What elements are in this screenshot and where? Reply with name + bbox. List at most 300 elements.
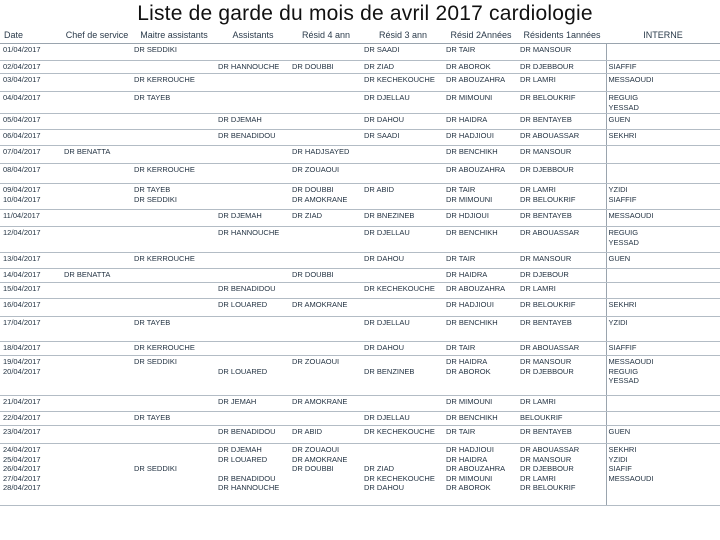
cell-assistant [216, 299, 290, 317]
resid-1-entry: DR MANSOUR [520, 454, 572, 464]
date-entry: 05/04/2017 [3, 115, 41, 124]
interne-entry: YZIDI [608, 454, 628, 464]
date-entry: 14/04/2017 [3, 270, 41, 279]
cell-interne [606, 92, 720, 114]
date-entry: 20/04/2017 [3, 366, 41, 376]
cell-chef-de-service [62, 184, 132, 210]
table-row [0, 342, 720, 356]
resid-2-entry: DR TAIR [446, 427, 476, 436]
date-entry: 08/04/2017 [3, 165, 41, 174]
cell-resid-3 [362, 92, 444, 114]
table-row [0, 210, 720, 227]
cell-resid-1 [518, 283, 606, 299]
date-entry: 07/04/2017 [3, 147, 41, 156]
column-header-resid-1: Résidents 1années [518, 27, 606, 44]
resid-3-entry: DR BNEZINEB [364, 211, 415, 220]
resid-3-entry: DR DAHOU [364, 483, 405, 492]
table-row [0, 269, 720, 283]
cell-resid-1 [518, 299, 606, 317]
cell-resid-4 [290, 130, 362, 146]
cell-chef-de-service [62, 412, 132, 426]
resid-4-entry: DR AMOKRANE [292, 397, 348, 406]
column-header-assistants: Assistants [216, 27, 290, 44]
interne-entry: GUEN [608, 254, 631, 263]
cell-date [0, 269, 62, 283]
table-row [0, 61, 720, 74]
resid-3-entry: DR DAHOU [364, 115, 405, 124]
resid-2-entry: DR ABOUZAHRA [446, 165, 506, 174]
resid-2-entry: DR HADJIOUI [446, 300, 494, 309]
cell-resid-1 [518, 61, 606, 74]
resid-3-entry: DR ZIAD [364, 62, 394, 71]
interne-entry: YESSAD [608, 102, 639, 112]
interne-entry: SEKHRI [608, 300, 637, 309]
cell-chef-de-service [62, 342, 132, 356]
cell-interne [606, 342, 720, 356]
cell-resid-4 [290, 61, 362, 74]
maitre-assistant-entry: DR TAYEB [134, 185, 171, 194]
resid-3-entry: DR BENZINEB [364, 366, 415, 376]
assistant-entry: DR LOUARED [218, 300, 268, 309]
cell-chef-de-service [62, 164, 132, 184]
resid-1-entry: DR BENTAYEB [520, 211, 572, 220]
date-entry: 24/04/2017 [3, 445, 41, 454]
cell-date [0, 412, 62, 426]
cell-resid-4 [290, 412, 362, 426]
resid-2-entry: DR BENCHIKH [446, 147, 498, 156]
resid-3-entry: DR KECHEKOUCHE [364, 75, 435, 84]
column-header-interne: INTERNE [606, 27, 720, 44]
assistant-entry: DR BENADIDOU [218, 284, 276, 293]
date-entry: 25/04/2017 [3, 454, 41, 464]
cell-resid-3 [362, 44, 444, 61]
cell-maitre-assistant [132, 269, 216, 283]
cell-resid-1 [518, 164, 606, 184]
cell-interne [606, 269, 720, 283]
interne-entry: YESSAD [608, 376, 639, 385]
resid-1-entry: DR LAMRI [520, 75, 556, 84]
cell-date [0, 44, 62, 61]
resid-3-entry: DR KECHEKOUCHE [364, 427, 435, 436]
cell-resid-3 [362, 444, 444, 506]
cell-maitre-assistant [132, 164, 216, 184]
resid-3-entry: DR DAHOU [364, 343, 405, 352]
cell-date [0, 342, 62, 356]
cell-date [0, 164, 62, 184]
cell-resid-4 [290, 444, 362, 506]
cell-maitre-assistant [132, 44, 216, 61]
cell-interne [606, 227, 720, 253]
cell-chef-de-service [62, 253, 132, 269]
cell-interne [606, 396, 720, 412]
resid-2-entry: DR ABOUZAHRA [446, 284, 506, 293]
assistant-entry: DR BENADIDOU [218, 131, 276, 140]
table-row [0, 44, 720, 61]
cell-assistant [216, 426, 290, 444]
table-row [0, 426, 720, 444]
resid-2-entry: DR ABOROK [446, 483, 491, 492]
cell-resid-3 [362, 184, 444, 210]
cell-date [0, 227, 62, 253]
resid-1-entry: DR MANSOUR [520, 45, 572, 54]
resid-3-entry: DR KECHEKOUCHE [364, 284, 435, 293]
cell-resid-1 [518, 92, 606, 114]
cell-resid-4 [290, 269, 362, 283]
cell-resid-3 [362, 253, 444, 269]
cell-interne [606, 317, 720, 342]
cell-date [0, 426, 62, 444]
date-entry: 11/04/2017 [3, 211, 40, 220]
cell-resid-4 [290, 164, 362, 184]
cell-interne [606, 356, 720, 396]
cell-resid-4 [290, 299, 362, 317]
interne-entry: REGUIG [608, 93, 639, 102]
table-row [0, 164, 720, 184]
cell-resid-1 [518, 412, 606, 426]
cell-resid-2 [444, 283, 518, 299]
cell-maitre-assistant [132, 146, 216, 164]
date-entry: 27/04/2017 [3, 473, 41, 483]
cell-resid-1 [518, 210, 606, 227]
assistant-entry: DR HANNOUCHE [218, 62, 280, 71]
cell-assistant [216, 396, 290, 412]
resid-4-entry: DR DOUBBI [292, 62, 334, 71]
table-row [0, 412, 720, 426]
table-row [0, 253, 720, 269]
cell-maitre-assistant [132, 317, 216, 342]
assistant-entry [218, 464, 288, 474]
cell-resid-3 [362, 114, 444, 130]
table-row [0, 299, 720, 317]
date-entry: 13/04/2017 [3, 254, 41, 263]
cell-resid-3 [362, 342, 444, 356]
date-entry: 22/04/2017 [3, 413, 41, 422]
resid-2-entry: DR TAIR [446, 343, 476, 352]
cell-resid-3 [362, 426, 444, 444]
resid-3-entry: DR DJELLAU [364, 93, 410, 102]
date-entry: 26/04/2017 [3, 464, 41, 473]
cell-resid-2 [444, 74, 518, 92]
resid-4-entry: DR AMOKRANE [292, 194, 348, 204]
resid-1-entry: DR MANSOUR [520, 147, 572, 156]
cell-resid-2 [444, 299, 518, 317]
resid-4-entry: DR HADJSAYED [292, 147, 350, 156]
cell-interne [606, 61, 720, 74]
resid-4-entry: DR DOUBBI [292, 464, 334, 473]
resid-1-entry: DR MANSOUR [520, 254, 572, 263]
cell-resid-2 [444, 130, 518, 146]
cell-maitre-assistant [132, 74, 216, 92]
cell-assistant [216, 61, 290, 74]
cell-resid-2 [444, 210, 518, 227]
cell-resid-3 [362, 299, 444, 317]
cell-assistant [216, 283, 290, 299]
interne-entry: MESSAOUDI [608, 473, 654, 483]
date-entry: 04/04/2017 [3, 93, 41, 102]
cell-assistant [216, 74, 290, 92]
resid-1-entry: DR LAMRI [520, 473, 556, 483]
resid-1-entry: DR LAMRI [520, 284, 556, 293]
resid-2-entry: DR BENCHIKH [446, 228, 498, 237]
resid-1-entry: DR BELOUKRIF [520, 483, 576, 492]
resid-2-entry: DR ABOUZAHRA [446, 464, 506, 473]
cell-resid-3 [362, 396, 444, 412]
cell-resid-3 [362, 227, 444, 253]
cell-resid-3 [362, 210, 444, 227]
cell-resid-2 [444, 184, 518, 210]
resid-2-entry: DR BENCHIKH [446, 413, 498, 422]
cell-assistant [216, 412, 290, 426]
cell-date [0, 184, 62, 210]
cell-assistant [216, 444, 290, 506]
cell-maitre-assistant [132, 61, 216, 74]
date-entry: 09/04/2017 [3, 185, 41, 194]
cell-resid-2 [444, 426, 518, 444]
cell-date [0, 317, 62, 342]
cell-date [0, 74, 62, 92]
cell-resid-3 [362, 356, 444, 396]
cell-interne [606, 184, 720, 210]
cell-maitre-assistant [132, 184, 216, 210]
interne-entry: YESSAD [608, 237, 639, 247]
cell-maitre-assistant [132, 412, 216, 426]
date-entry: 28/04/2017 [3, 483, 41, 492]
cell-interne [606, 74, 720, 92]
assistant-entry: DR BENADIDOU [218, 427, 276, 436]
maitre-assistant-entry: DR TAYEB [134, 413, 171, 422]
cell-resid-1 [518, 317, 606, 342]
resid-2-entry: DR HAIDRA [446, 115, 488, 124]
table-row [0, 444, 720, 506]
cell-resid-2 [444, 114, 518, 130]
resid-3-entry: DR SAADI [364, 45, 400, 54]
resid-3-entry [364, 445, 442, 455]
cell-resid-1 [518, 44, 606, 61]
interne-entry: REGUIG [608, 228, 639, 237]
cell-maitre-assistant [132, 299, 216, 317]
resid-2-entry: DR HADJIOUI [446, 445, 494, 454]
cell-assistant [216, 114, 290, 130]
cell-resid-1 [518, 426, 606, 444]
interne-entry: GUEN [608, 427, 631, 436]
resid-1-entry: DR BENTAYEB [520, 115, 572, 124]
resid-2-entry: DR MIMOUNI [446, 473, 493, 483]
assistant-entry: DR LOUARED [218, 454, 268, 464]
cell-resid-4 [290, 426, 362, 444]
cell-resid-3 [362, 130, 444, 146]
resid-3-entry: DR DAHOU [364, 254, 405, 263]
date-entry: 16/04/2017 [3, 300, 41, 309]
interne-entry: SEKHRI [608, 445, 637, 454]
cell-resid-4 [290, 44, 362, 61]
date-entry: 21/04/2017 [3, 397, 41, 406]
cell-resid-2 [444, 396, 518, 412]
table-row [0, 396, 720, 412]
table-row [0, 74, 720, 92]
resid-1-entry: DR ABOUASSAR [520, 228, 580, 237]
cell-assistant [216, 269, 290, 283]
cell-resid-4 [290, 317, 362, 342]
cell-resid-1 [518, 444, 606, 506]
resid-2-entry: DR MIMOUNI [446, 194, 493, 204]
table-row [0, 114, 720, 130]
cell-resid-4 [290, 283, 362, 299]
cell-date [0, 299, 62, 317]
cell-resid-3 [362, 317, 444, 342]
cell-resid-1 [518, 146, 606, 164]
cell-maitre-assistant [132, 283, 216, 299]
cell-resid-2 [444, 227, 518, 253]
cell-date [0, 92, 62, 114]
cell-resid-1 [518, 269, 606, 283]
cell-maitre-assistant [132, 342, 216, 356]
resid-2-entry: DR MIMOUNI [446, 93, 493, 102]
cell-resid-2 [444, 269, 518, 283]
resid-3-entry: DR DJELLAU [364, 228, 410, 237]
resid-4-entry: DR AMOKRANE [292, 454, 348, 464]
cell-maitre-assistant [132, 426, 216, 444]
cell-resid-2 [444, 444, 518, 506]
cell-maitre-assistant [132, 396, 216, 412]
maitre-assistant-entry [134, 445, 214, 455]
cell-date [0, 283, 62, 299]
resid-1-entry: DR DJEBBOUR [520, 366, 574, 376]
resid-1-entry: DR DJEBBOUR [520, 165, 574, 174]
resid-1-entry: DR ABOUASSAR [520, 445, 580, 454]
resid-1-entry: DR BELOUKRIF [520, 93, 576, 102]
cell-assistant [216, 317, 290, 342]
cell-interne [606, 164, 720, 184]
cell-resid-3 [362, 412, 444, 426]
resid-3-entry: DR SAADI [364, 131, 400, 140]
maitre-assistant-entry: DR KERROUCHE [134, 254, 195, 263]
date-entry: 06/04/2017 [3, 131, 41, 140]
cell-assistant [216, 253, 290, 269]
assistant-entry: DR DJEMAH [218, 211, 262, 220]
cell-interne [606, 210, 720, 227]
resid-1-entry: DR BENTAYEB [520, 427, 572, 436]
resid-1-entry: DR MANSOUR [520, 357, 572, 366]
resid-2-entry: DR ABOROK [446, 62, 491, 71]
assistant-entry: DR HANNOUCHE [218, 483, 280, 492]
resid-2-entry: DR ABOUZAHRA [446, 75, 506, 84]
cell-resid-4 [290, 396, 362, 412]
resid-2-entry: DR HDJIOUI [446, 211, 489, 220]
cell-resid-2 [444, 317, 518, 342]
date-entry: 02/04/2017 [3, 62, 41, 71]
cell-resid-2 [444, 146, 518, 164]
resid-1-entry: DR BENTAYEB [520, 318, 572, 327]
maitre-assistant-entry: DR KERROUCHE [134, 75, 195, 84]
cell-chef-de-service [62, 444, 132, 506]
cell-chef-de-service [62, 130, 132, 146]
date-entry: 12/04/2017 [3, 228, 41, 237]
cell-chef-de-service [62, 114, 132, 130]
resid-2-entry: DR ABOROK [446, 366, 491, 376]
column-header-date: Date [0, 27, 62, 44]
cell-chef-de-service [62, 92, 132, 114]
cell-assistant [216, 146, 290, 164]
cell-resid-3 [362, 146, 444, 164]
cell-assistant [216, 92, 290, 114]
cell-assistant [216, 44, 290, 61]
cell-date [0, 356, 62, 396]
cell-assistant [216, 210, 290, 227]
cell-interne [606, 426, 720, 444]
cell-interne [606, 146, 720, 164]
cell-chef-de-service [62, 146, 132, 164]
resid-3-entry: DR DJELLAU [364, 318, 410, 327]
resid-2-entry: DR HAIDRA [446, 454, 488, 464]
interne-entry: SEKHRI [608, 131, 637, 140]
cell-resid-4 [290, 74, 362, 92]
assistant-entry [218, 357, 288, 367]
date-entry: 15/04/2017 [3, 284, 41, 293]
cell-interne [606, 444, 720, 506]
assistant-entry: DR DJEMAH [218, 445, 262, 454]
resid-2-entry: DR TAIR [446, 185, 476, 194]
chef-de-service-entry: DR BENATTA [64, 270, 111, 279]
cell-resid-2 [444, 92, 518, 114]
cell-interne [606, 299, 720, 317]
table-row [0, 317, 720, 342]
cell-assistant [216, 184, 290, 210]
column-header-resid-2: Résid 2Années [444, 27, 518, 44]
cell-chef-de-service [62, 269, 132, 283]
date-entry: 01/04/2017 [3, 45, 41, 54]
duty-roster-table [0, 27, 720, 506]
cell-resid-4 [290, 253, 362, 269]
cell-interne [606, 283, 720, 299]
table-row [0, 92, 720, 114]
date-entry: 03/04/2017 [3, 75, 41, 84]
page-title: Liste de garde du mois de avril 2017 cardiologie [137, 2, 593, 25]
cell-chef-de-service [62, 44, 132, 61]
cell-maitre-assistant [132, 356, 216, 396]
cell-chef-de-service [62, 317, 132, 342]
resid-1-entry: DR BELOUKRIF [520, 194, 576, 204]
table-row [0, 283, 720, 299]
resid-2-entry: DR HADJIOUI [446, 131, 494, 140]
resid-4-entry: DR DOUBBI [292, 270, 334, 279]
date-entry: 10/04/2017 [3, 194, 41, 204]
resid-4-entry: DR ZOUAOUI [292, 357, 340, 366]
cell-resid-1 [518, 253, 606, 269]
cell-assistant [216, 130, 290, 146]
cell-interne [606, 44, 720, 61]
cell-resid-4 [290, 356, 362, 396]
cell-resid-3 [362, 61, 444, 74]
resid-4-entry: DR ABID [292, 427, 323, 436]
cell-chef-de-service [62, 283, 132, 299]
cell-resid-3 [362, 283, 444, 299]
cell-chef-de-service [62, 61, 132, 74]
interne-entry: MESSAOUDI [608, 75, 654, 84]
cell-chef-de-service [62, 426, 132, 444]
interne-entry: MESSAOUDI [608, 211, 654, 220]
cell-date [0, 61, 62, 74]
chef-de-service-entry: DR BENATTA [64, 147, 111, 156]
cell-resid-1 [518, 74, 606, 92]
column-header-resid-4: Résid 4 ann [290, 27, 362, 44]
resid-1-entry: DR DJEBOUR [520, 270, 569, 279]
cell-resid-4 [290, 342, 362, 356]
maitre-assistant-entry [134, 455, 214, 465]
maitre-assistant-entry: DR SEDDIKI [134, 357, 177, 366]
cell-resid-1 [518, 184, 606, 210]
cell-resid-2 [444, 253, 518, 269]
cell-resid-1 [518, 396, 606, 412]
